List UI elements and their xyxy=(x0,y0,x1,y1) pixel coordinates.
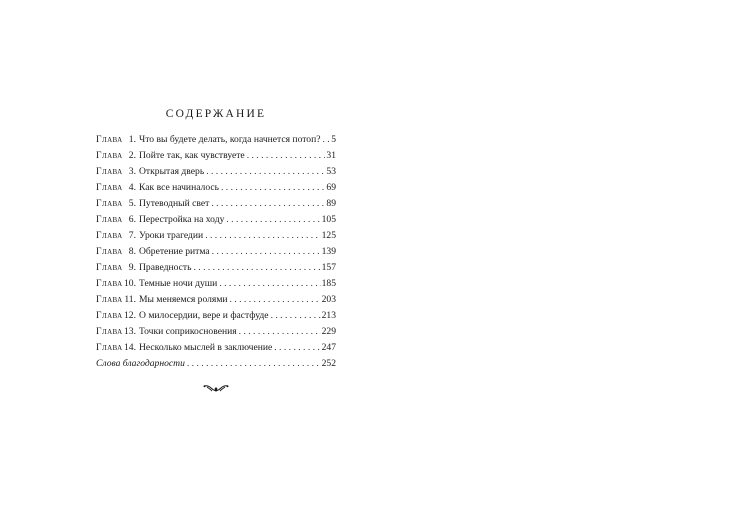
page-number: 252 xyxy=(321,358,336,369)
dot-leader xyxy=(206,166,325,177)
chapter-title: Что вы будете делать, когда начнется потоп? xyxy=(139,134,321,145)
page-number: 125 xyxy=(321,230,336,241)
page-number: 139 xyxy=(321,246,336,257)
chapter-word: Глава xyxy=(96,230,123,241)
chapter-number: 3. xyxy=(128,166,136,177)
acknowledgements-title: Слова благодарности xyxy=(96,358,185,369)
chapter-title: Обретение ритма xyxy=(139,246,210,257)
chapter-number: 8. xyxy=(128,246,136,257)
dot-leader xyxy=(219,278,320,289)
chapter-title: О милосердии, вере и фастфуде xyxy=(139,310,269,321)
chapter-title: Праведность xyxy=(139,262,192,273)
page-title: СОДЕРЖАНИЕ xyxy=(165,108,267,120)
decorative-flourish-icon xyxy=(203,384,229,394)
dot-leader xyxy=(247,150,326,161)
page-number: 31 xyxy=(326,150,336,161)
chapter-title: Открытая дверь xyxy=(139,166,205,177)
toc-entry[interactable] xyxy=(96,294,336,310)
chapter-word: Глава xyxy=(96,150,123,161)
chapter-title: Путеводный свет xyxy=(139,198,210,209)
chapter-number: 4. xyxy=(128,182,136,193)
chapter-title: Точки соприкосновения xyxy=(139,326,237,337)
chapter-title: Мы меняемся ролями xyxy=(139,294,228,305)
toc-list xyxy=(96,134,336,374)
toc-entry[interactable] xyxy=(96,230,336,246)
page-number: 185 xyxy=(321,278,336,289)
chapter-title: Перестройка на ходу xyxy=(139,214,225,225)
chapter-number: 9. xyxy=(128,262,136,273)
chapter-word: Глава xyxy=(96,246,123,257)
toc-entry[interactable] xyxy=(96,278,336,294)
dot-leader xyxy=(212,246,321,257)
toc-entry[interactable] xyxy=(96,214,336,230)
chapter-title: Уроки трагедии xyxy=(139,230,204,241)
page-number: 203 xyxy=(321,294,336,305)
dot-leader xyxy=(205,230,320,241)
dot-leader xyxy=(271,310,321,321)
page-number: 229 xyxy=(321,326,336,337)
chapter-title: Темные ночи души xyxy=(139,278,218,289)
chapter-number: 2. xyxy=(128,150,136,161)
chapter-word: Глава xyxy=(96,182,123,193)
toc-entry[interactable] xyxy=(96,134,336,150)
page-number: 69 xyxy=(326,182,336,193)
page-number: 5 xyxy=(331,134,336,145)
dot-leader xyxy=(323,134,331,145)
chapter-number: 1. xyxy=(128,134,136,145)
toc-entry[interactable] xyxy=(96,246,336,262)
toc-entry[interactable] xyxy=(96,310,336,326)
chapter-word: Глава xyxy=(96,134,123,145)
chapter-word: Глава xyxy=(96,342,123,353)
chapter-word: Глава xyxy=(96,326,123,337)
page-number: 53 xyxy=(326,166,336,177)
chapter-number: 10. xyxy=(124,278,136,289)
toc-entry[interactable] xyxy=(96,198,336,214)
dot-leader xyxy=(226,214,320,225)
chapter-title: Как все начиналось xyxy=(139,182,219,193)
chapter-number: 12. xyxy=(124,310,136,321)
chapter-number: 13. xyxy=(124,326,136,337)
chapter-title: Несколько мыслей в заключение xyxy=(139,342,273,353)
dot-leader xyxy=(230,294,321,305)
toc-entry[interactable] xyxy=(96,166,336,182)
toc-entry-acknowledgements[interactable] xyxy=(96,358,336,374)
dot-leader xyxy=(221,182,325,193)
chapter-word: Глава xyxy=(96,214,123,225)
page-number: 213 xyxy=(321,310,336,321)
page-number: 157 xyxy=(321,262,336,273)
chapter-number: 14. xyxy=(124,342,136,353)
page-number: 247 xyxy=(321,342,336,353)
chapter-word: Глава xyxy=(96,310,123,321)
chapter-number: 7. xyxy=(128,230,136,241)
dot-leader xyxy=(211,198,325,209)
page-number: 89 xyxy=(326,198,336,209)
chapter-word: Глава xyxy=(96,278,123,289)
toc-entry[interactable] xyxy=(96,262,336,278)
chapter-word: Глава xyxy=(96,294,123,305)
chapter-word: Глава xyxy=(96,198,123,209)
toc-entry[interactable] xyxy=(96,182,336,198)
dot-leader xyxy=(274,342,320,353)
page-number: 105 xyxy=(321,214,336,225)
chapter-number: 11. xyxy=(124,294,136,305)
chapter-title: Пойте так, как чувствуете xyxy=(139,150,245,161)
toc-entry[interactable] xyxy=(96,150,336,166)
chapter-word: Глава xyxy=(96,262,123,273)
toc-entry[interactable] xyxy=(96,342,336,358)
dot-leader xyxy=(193,262,320,273)
dot-leader xyxy=(239,326,321,337)
toc-entry[interactable] xyxy=(96,326,336,342)
chapter-number: 6. xyxy=(128,214,136,225)
chapter-word: Глава xyxy=(96,166,123,177)
dot-leader xyxy=(187,358,321,369)
chapter-number: 5. xyxy=(128,198,136,209)
